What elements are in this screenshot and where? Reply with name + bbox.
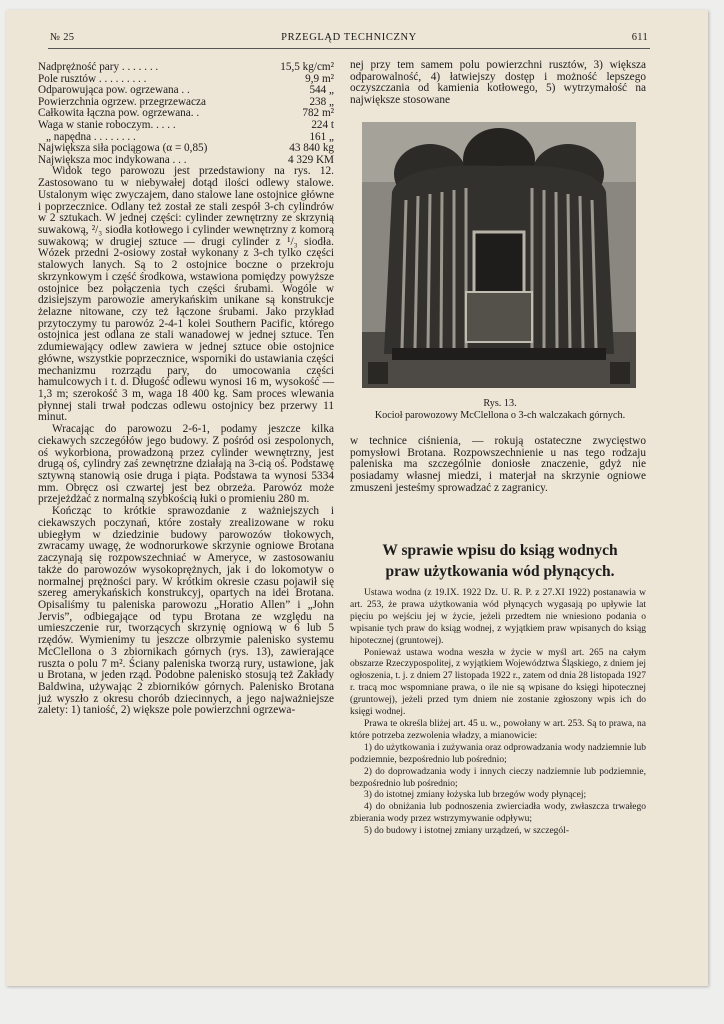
spec-row: „ napędna . . . . . . . . 161 „ <box>46 130 334 143</box>
left-column <box>38 62 334 717</box>
article-list-item: 1) do użytkowania i zużywania oraz odprowadzania wody nadziemnie lub podziemnie, bezpośrednio lub pośrednio; <box>350 742 646 765</box>
article-title-line: praw użytkowania wód płynących. <box>385 563 615 580</box>
spec-row: Całkowita łączna pow. ogrzewana. . 782 m² <box>38 107 334 120</box>
page-number: 611 <box>631 32 648 43</box>
page-header <box>48 30 650 49</box>
figure-caption-text: Kocioł parowozowy McClellona o 3-ch walczakach górnych. <box>374 410 626 421</box>
body-paragraph: Wracając do parowozu 2-6-1, podamy jeszcze kilka ciekawych szczegółów jego budowy. Z pośród osi zespolonych, oś wykorbiona, prowadzoną przez cylinder wewnętrzny, jest drugą oś, cylindry zaś zewnętrzne działają na 3-cią oś. Podstawę sztywną stanowią osie druga i piąta. Podstawa ta wynosi 5334 mm. Obręcz osi czwartej jest bez obrzeża. Parowóz może przejeżdżać z normalną szybkością łuki o promieniu 280 m. <box>38 423 334 506</box>
figure-caption <box>350 398 650 422</box>
boiler-illustration <box>362 122 636 388</box>
article-list-item: 4) do obniżania lub podnoszenia zwierciadła wody, zwłaszcza trwałego zbierania wody przez wstrzymywanie odpływu; <box>350 802 646 825</box>
article-title-line: W sprawie wpisu do ksiąg wodnych <box>382 542 618 559</box>
article-list-item: 3) do istotnej zmiany łożyska lub brzegów wody płynącej; <box>364 790 587 801</box>
article-paragraph: Prawa te określa bliżej art. 45 u. w., powołany w art. 253. Są to prawa, na które potrzeba zezwolenia władzy, a mianowicie: <box>350 718 646 741</box>
article-list-item: 5) do budowy i istotnej zmiany urządzeń, w szczegól- <box>364 826 569 837</box>
article-body <box>350 588 646 838</box>
article-list-item: 2) do doprowadzania wody i innych cieczy nadziemnie lub podziemnie, bezpośrednio lub pośrednio; <box>350 766 646 789</box>
body-paragraph: w technice ciśnienia, — rokują ostateczne zwycięstwo pomysłowi Brotana. Rozpowszechnienie u nas tego rodzaju paleniska ma szczególnie doniosłe znaczenie, gdyż nie posiadamy własnej miedzi, i materjał na skrzynie ogniowe zmuszeni jesteśmy sprowadzać z zagranicy. <box>350 435 646 494</box>
spec-row: Odparowująca pow. ogrzewana . . 544 „ <box>38 84 334 97</box>
article-heading <box>350 540 650 582</box>
boiler-photo <box>362 122 636 388</box>
article-paragraph: Ponieważ ustawa wodna weszła w życie w myśl art. 265 na całym obszarze Rzeczypospolitej, z wyjątkiem Województwa Śląskiego, z dniem jej ogłoszenia, t. j. z dniem 27 listopada 1922 r., zatem od dnia 28 listopada 1927 r. tracą moc wspomniane prawa, o ile nie są wpisane do księgi hipotecznej (gruntowej), jeżeli przed tym dniem nie zostanie zgłoszony wpis ich do księgi wodnej. <box>350 647 646 718</box>
spec-row: Największa moc indykowana . . . 4 329 KM <box>38 153 334 166</box>
figure-label: Rys. 13. <box>483 398 517 409</box>
right-column-top <box>350 60 646 107</box>
spec-row: Największa siła pociągowa (α = 0,85) 43 840 kg <box>38 142 334 155</box>
body-paragraph: Widok tego parowozu jest przedstawiony na rys. 12. Zastosowano tu w niebywałej dotąd ilości odlewy stalowe. Ustalonym więc zwyczajem, dano stalowe lane ostojnice główne i poprzecznice. Odlany też został ze stali zespół 3-ch cylindrów w 2 sztukach. W jednej części: cylinder zewnętrzny ze skrzynią suwakową, ²/₃ siodła kotłowego i cylinder wewnętrzny z komorą suwakową; w drugiej sztuce — drugi cylinder z ¹/₃ siodła. Wózek przedni 2-osiowy został wykonany z 3-ch tylko części stalowych lanych. Są to 2 ostojnice boczne o przekroju skrzynkowym i część środkowa, wstawiona pomiędzy powyższe ostojnice bez połączenia tych części śrubami. Wogóle w dzisiejszym parowozie amerykańskim unikane są konstrukcje żelazne nitowane, czy też łączone śrubami. Jako przykład przytoczymy tu parowóz 2-4-1 kolei Southern Pacific, którego ostojnica jest odlana ze stali wanadowej w jednej sztuce. Ten zdumiewający odlew zawiera w jednej sztuce obie ostojnice główne, wszystkie poprzecznice, wsporniki do ustawiania części mechanizmu rozrządu pary, do umocowania części hamulcowych i t. d. Długość odlewu wynosi 16 m, wysokość — 1,3 m; szerokość 3 m, waga 18 400 kg. Sam proces wlewania płynnej stali trwał podczas odlewu ostojnicy bez przerwy 11 minut. <box>38 165 334 424</box>
spec-row: Waga w stanie roboczym. . . . . 224 t <box>38 118 334 131</box>
issue-number: № 25 <box>50 32 75 43</box>
article-paragraph: Ustawa wodna (z 19.IX. 1922 Dz. U. R. P. z 27.XI 1922) postanawia w art. 253, że prawa użytkowania wód płynących wygasają po upływie lat pięciu po wejściu jej w życie, jeżeli przedtem nie wniesiono podania o wpisanie tych praw do ksiąg wodnej, z wyjątkiem praw wpisanych do ksiąg hipotecznej (gruntowej). <box>350 588 646 646</box>
spec-row: Powierzchnia ogrzew. przegrzewacza 238 „ <box>38 95 334 108</box>
spec-table <box>38 62 334 166</box>
spec-row: Nadprężność pary . . . . . . . 15,5 kg/cm² <box>38 61 334 73</box>
body-paragraph: Kończąc to krótkie sprawozdanie z ważniejszych i ciekawszych poczynań, które zostały zrealizowane w roku ubiegłym w dziedzinie budowy parowozów tłokowych, zwracamy uwagę, że wodnorurkowe skrzynie ogniowe Brotana zaczynają się rozpowszechniać w Ameryce, w zastosowaniu także do parowozów wysokoprężnych, jak i do lokomotyw o normalnej prężności pary. W krótkim okresie czasu pojawił się szereg amerykańskich konstrukcyj, opartych na idei Brotana. Opisaliśmy tu paleniska parowozu „Horatio Allen” i „John Jervis”, odbiegające od typu Brotana ze względu na umieszczenie rur, tworzących skrzynię ogniową w 6 lub 5 rzędów. Wymienimy tu jeszcze olbrzymie palenisko systemu McClellona o 3 zbiornikach górnych (rys. 13), zawierające ruszta o polu 7 m². Ściany paleniska tworzą rury, ustawione, jak u Brotana, w jeden rząd. Podobne palenisko stosują też Zakłady Baldwina, używając 2 zbiorników górnych. Palenisko Brotana już wyszło z okresu chorób dziecinnych, a jego najważniejsze zalety: 1) taniość, 2) większe pole powierzchni ogrzewa- <box>38 505 334 717</box>
spec-row: Pole rusztów . . . . . . . . . 9,9 m² <box>38 72 334 85</box>
journal-title: PRZEGLĄD TECHNICZNY <box>281 32 417 43</box>
right-column-mid <box>350 436 646 495</box>
body-paragraph-continued: nej przy tem samem polu powierzchni rusztów, 3) większa odparowalność, 4) łatwiejszy dostęp i możność lepszego oczyszczania od kamienia kotłowego, 5) wytrzymałość na największe stosowane <box>350 59 646 107</box>
